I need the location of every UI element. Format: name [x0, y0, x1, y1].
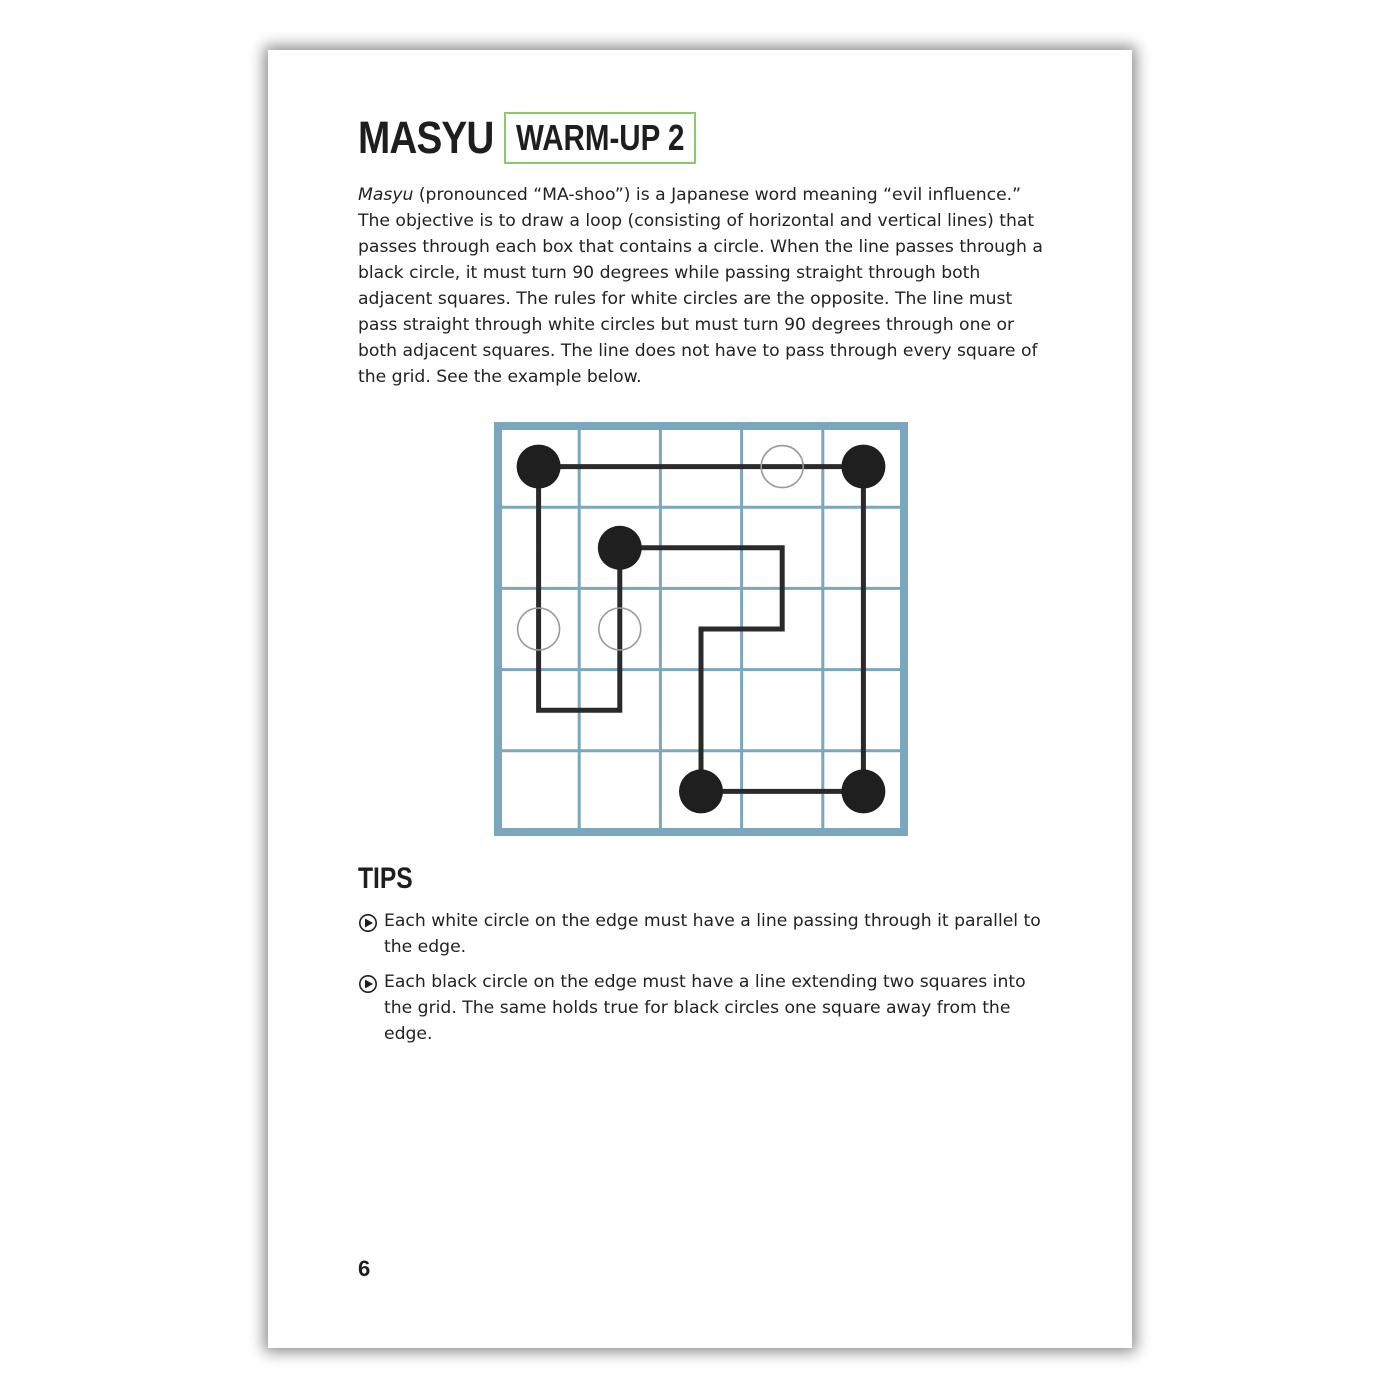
title-row [358, 112, 696, 164]
tips-list [358, 908, 1048, 1056]
black-circle [517, 445, 561, 489]
page-subtitle: WARM-UP 2 [515, 117, 684, 158]
black-circle [841, 769, 885, 813]
tip-text: Each black circle on the edge must have a line extending two squares into the grid. The same holds true for black circles one square away from the edge. [384, 972, 1026, 1044]
intro-paragraph [358, 182, 1048, 390]
tip-item [358, 908, 1048, 960]
book-page [268, 50, 1132, 1348]
page-number: 6 [358, 1256, 371, 1281]
subtitle-box [504, 112, 696, 164]
circled-arrow-icon [358, 913, 378, 933]
black-circle [679, 769, 723, 813]
masyu-example-grid [494, 422, 908, 836]
circled-arrow-icon [358, 974, 378, 994]
intro-text: (pronounced “MA-shoo”) is a Japanese word meaning “evil influence.” The objective is to draw a loop (consisting of horizontal and vertical lines) that passes through each box that contains a circle. When the line passes through a black circle, it must turn 90 degrees while passing straight through both adjacent squares. The rules for white circles are the opposite. The line must pass straight through white circles but must turn 90 degrees through one or both adjacent squares. The line does not have to pass through every square of the grid. See the example below. [358, 185, 1043, 387]
black-circle [841, 445, 885, 489]
page-title: MASYU [358, 112, 494, 163]
black-circle [598, 526, 642, 570]
intro-italic-word: Masyu [358, 185, 414, 205]
tip-text: Each white circle on the edge must have a line passing through it parallel to the edge. [384, 911, 1041, 957]
tip-item [358, 969, 1048, 1047]
masyu-grid-svg [494, 422, 908, 836]
tips-heading: TIPS [358, 862, 413, 895]
